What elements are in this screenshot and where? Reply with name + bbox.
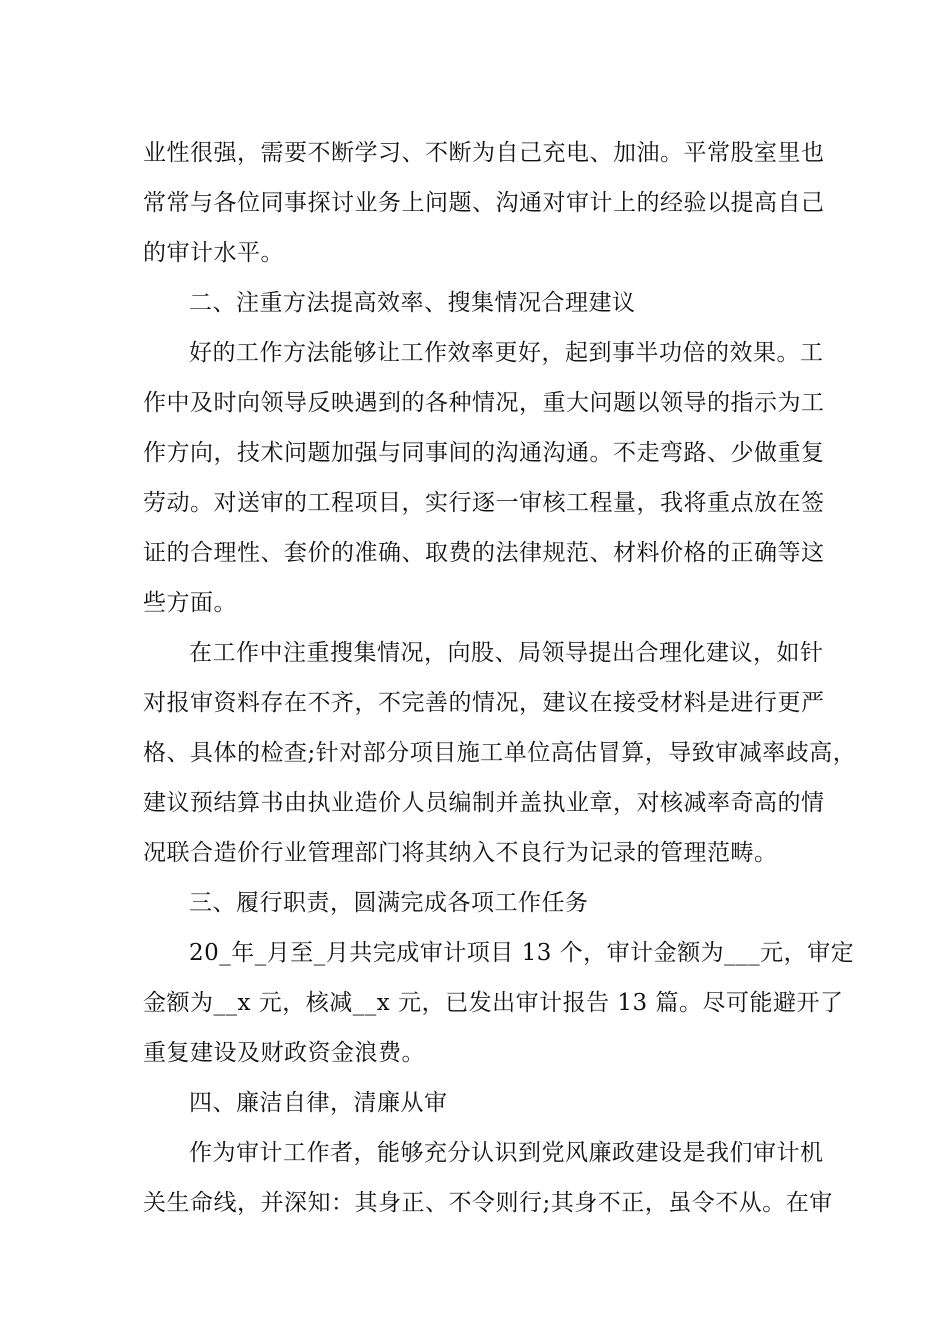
text-line: 在工作中注重搜集情况，向股、局领导提出合理化建议，如针 [189, 640, 824, 666]
text-line: 作中及时向领导反映遇到的各种情况，重大问题以领导的指示为工 [143, 390, 825, 416]
text-line: 业性很强，需要不断学习、不断为自己充电、加油。平常股室里也 [143, 140, 825, 166]
text-line: 些方面。 [143, 590, 237, 616]
section-heading: 四、廉洁自律，清廉从审 [189, 1090, 448, 1116]
text-line: 的审计水平。 [143, 240, 284, 266]
text-line: 建议预结算书由执业造价人员编制并盖执业章，对核减率奇高的情 [143, 790, 825, 816]
document-body [143, 128, 857, 1228]
section-heading: 三、履行职责，圆满完成各项工作任务 [189, 890, 589, 916]
text-line: 作为审计工作者，能够充分认识到党风廉政建设是我们审计机 [189, 1140, 824, 1166]
text-line: 好的工作方法能够让工作效率更好，起到事半功倍的效果。工 [189, 340, 824, 366]
text-line: 格、具体的检查;针对部分项目施工单位高估冒算，导致审减率歧高， [143, 740, 857, 766]
text-line: 劳动。对送审的工程项目，实行逐一审核工程量，我将重点放在签 [143, 490, 825, 516]
text-line: 常常与各位同事探讨业务上问题、沟通对审计上的经验以提高自己 [143, 190, 825, 216]
text-line: 作方向，技术问题加强与同事间的沟通沟通。不走弯路、少做重复 [143, 440, 825, 466]
text-line: 况联合造价行业管理部门将其纳入不良行为记录的管理范畴。 [143, 840, 778, 866]
text-line: 重复建设及财政资金浪费。 [143, 1040, 425, 1066]
text-line: 20_年_月至_月共完成审计项目 13 个，审计金额为___元，审定 [189, 940, 855, 966]
text-line: 关生命线，并深知：其身正、不令则行;其身不正，虽令不从。在审 [143, 1190, 833, 1216]
text-line: 金额为__x 元，核减__x 元，已发出审计报告 13 篇。尽可能避开了 [143, 990, 844, 1016]
text-line: 对报审资料存在不齐，不完善的情况，建议在接受材料是进行更严 [143, 690, 825, 716]
section-heading: 二、注重方法提高效率、搜集情况合理建议 [189, 290, 636, 316]
text-line: 证的合理性、套价的准确、取费的法律规范、材料价格的正确等这 [143, 540, 825, 566]
